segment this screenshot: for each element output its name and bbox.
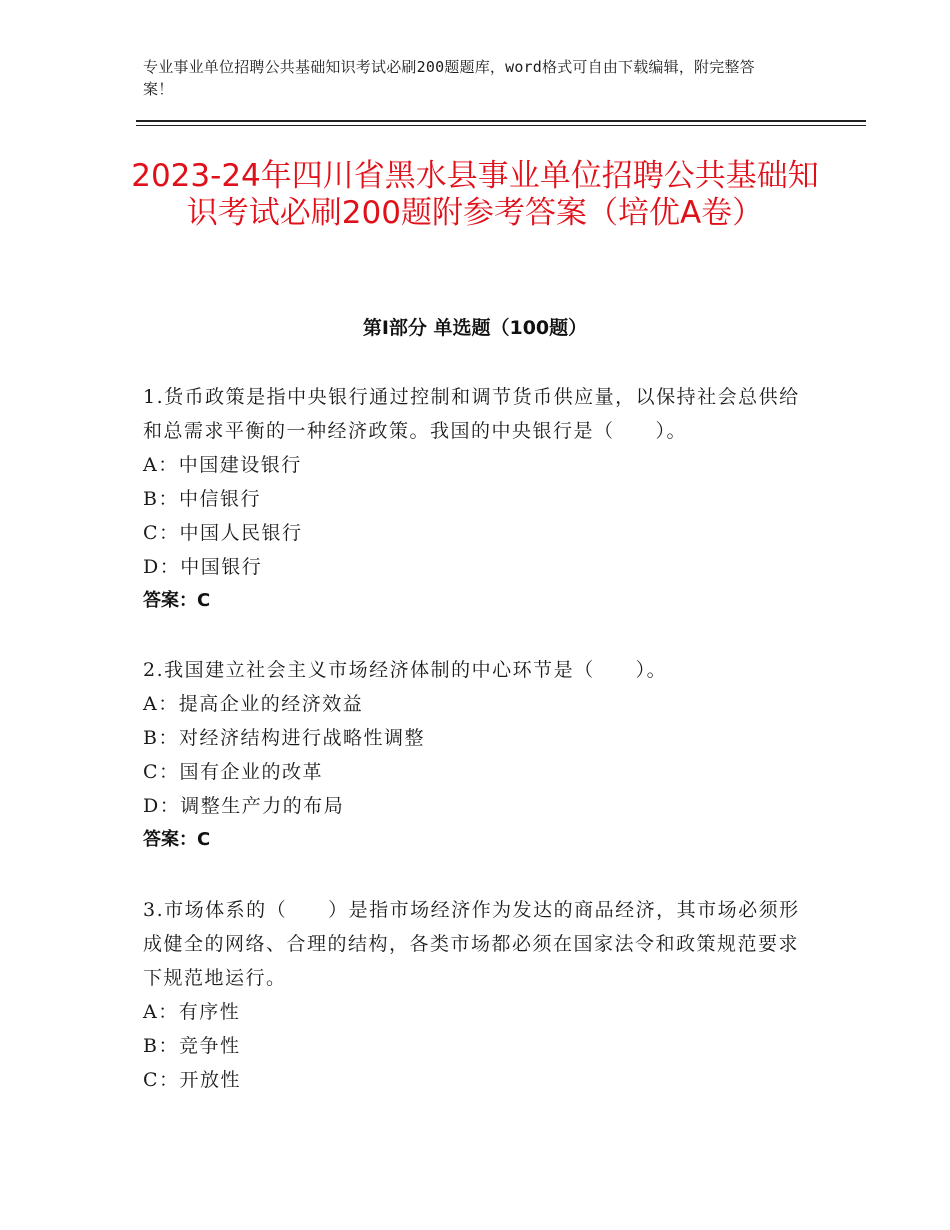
option-d: D：中国银行: [143, 556, 263, 578]
option-b: B：对经济结构进行战略性调整: [143, 727, 425, 749]
option-a: A：提高企业的经济效益: [143, 693, 364, 715]
question-2: [143, 653, 803, 857]
option-b: B：竞争性: [143, 1035, 241, 1057]
header-note: 专业事业单位招聘公共基础知识考试必刷200题题库，word格式可自由下载编辑，附完整答案！: [143, 58, 755, 98]
header-divider-thin: [136, 125, 866, 126]
question-3: [143, 893, 803, 1097]
option-b: B：中信银行: [143, 488, 261, 510]
section-title: 第Ⅰ部分 单选题（100题）: [362, 317, 588, 339]
question-stem: 1.货币政策是指中央银行通过控制和调节货币供应量，以保持社会总供给和总需求平衡的一种经济政策。我国的中央银行是（ ）。: [143, 386, 800, 442]
question-stem: 2.我国建立社会主义市场经济体制的中心环节是（ ）。: [143, 659, 668, 681]
answer: 答案：C: [143, 829, 211, 850]
option-d: D：调整生产力的布局: [143, 795, 345, 817]
document-title: 2023-24年四川省黑水县事业单位招聘公共基础知识考试必刷200题附参考答案（培优A卷）: [131, 158, 819, 231]
question-1: [143, 380, 803, 618]
option-c: C：中国人民银行: [143, 522, 303, 544]
answer: 答案：C: [143, 590, 211, 611]
option-c: C：开放性: [143, 1069, 242, 1091]
header-divider-thick: [136, 120, 866, 122]
question-stem: 3.市场体系的（ ）是指市场经济作为发达的商品经济，其市场必须形成健全的网络、合理的结构，各类市场都必须在国家法令和政策规范要求下规范地运行。: [143, 899, 800, 989]
option-a: A：有序性: [143, 1001, 241, 1023]
option-a: A：中国建设银行: [143, 454, 302, 476]
option-c: C：国有企业的改革: [143, 761, 324, 783]
